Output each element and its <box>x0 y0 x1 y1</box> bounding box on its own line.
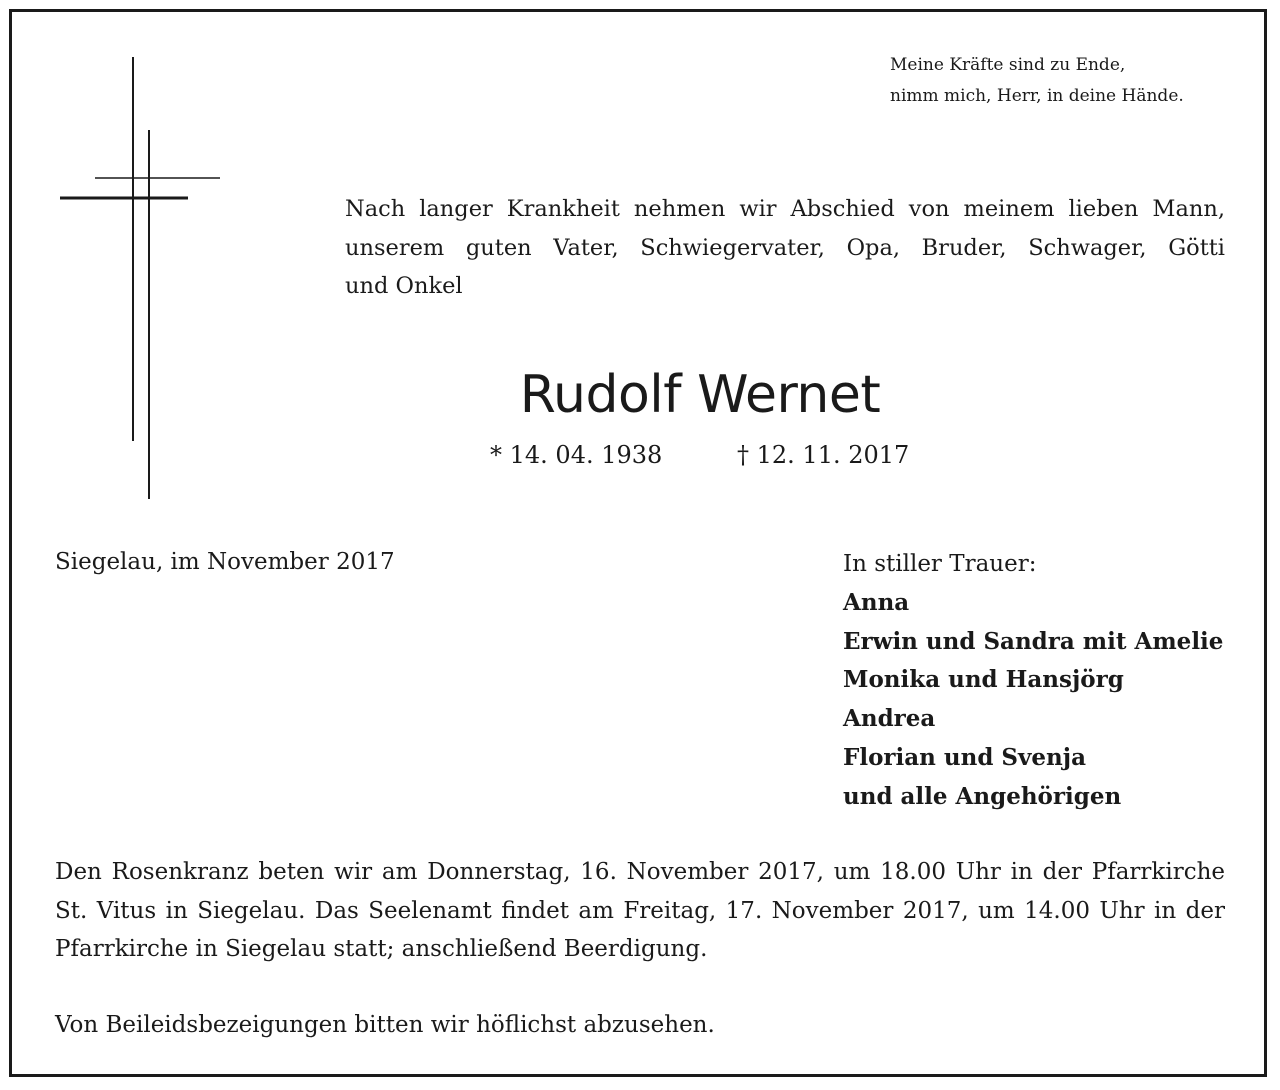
intro-line: und Onkel <box>345 273 463 299</box>
intro-text <box>345 190 1225 306</box>
service-notice <box>55 853 1225 969</box>
intro-line: unserem guten Vater, Schwiegervater, Opa, Bruder, Schwager, Götti <box>345 234 1225 261</box>
mourners-block <box>843 545 1263 817</box>
mourner-name: Anna <box>843 588 910 616</box>
motto-line: nimm mich, Herr, in deine Hände. <box>890 86 1184 106</box>
motto-line: Meine Kräfte sind zu Ende, <box>890 55 1126 75</box>
mourner-name: Erwin und Sandra mit Amelie <box>843 627 1224 655</box>
birth-date: * 14. 04. 1938 <box>490 441 663 469</box>
death-date: † 12. 11. 2017 <box>737 441 910 469</box>
mourners-heading: In stiller Trauer: <box>843 551 1037 577</box>
mourner-name: Andrea <box>843 705 936 733</box>
motto-verse <box>890 50 1260 112</box>
mourner-name: Florian und Svenja <box>843 743 1086 771</box>
service-line: Pfarrkirche in Siegelau statt; anschließend Beerdigung. <box>55 936 708 962</box>
deceased-name: Rudolf Wernet <box>519 365 881 425</box>
place-and-date: Siegelau, im November 2017 <box>55 549 395 575</box>
service-line: St. Vitus in Siegelau. Das Seelenamt findet am Freitag, 17. November 2017, um 14.00 Uhr in der <box>55 897 1225 924</box>
intro-line: Nach langer Krankheit nehmen wir Abschied von meinem lieben Mann, <box>345 196 1225 222</box>
mourner-name: Monika und Hansjörg <box>843 666 1124 694</box>
service-line: Den Rosenkranz beten wir am Donnerstag, 16. November 2017, um 18.00 Uhr in der Pfarrkirche <box>55 859 1225 885</box>
mourner-name: und alle Angehörigen <box>843 782 1122 810</box>
closing-note: Von Beileidsbezeigungen bitten wir höflichst abzusehen. <box>55 1012 715 1038</box>
